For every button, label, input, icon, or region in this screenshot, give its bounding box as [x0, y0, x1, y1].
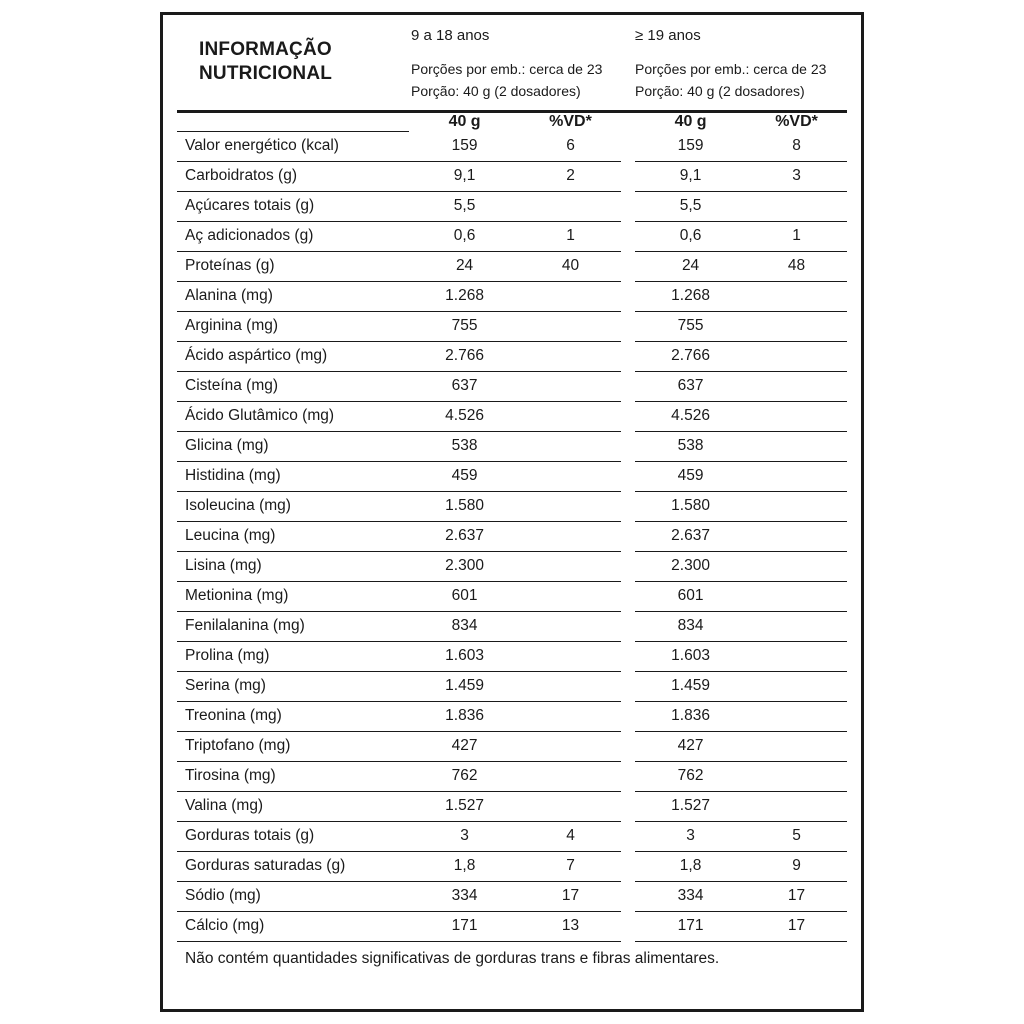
table-row — [177, 341, 847, 371]
nutrient-amount-1: 0,6 — [409, 221, 520, 251]
amount-header-2: 40 g — [674, 113, 707, 131]
nutrient-name: Ácido Glutâmico (mg) — [177, 401, 409, 431]
nutrient-vd-1 — [520, 671, 621, 701]
nutrient-vd-2 — [746, 341, 847, 371]
nutrient-name: Cálcio (mg) — [177, 911, 409, 941]
header-column-group-2 — [619, 25, 829, 102]
table-row — [177, 131, 847, 161]
nutrient-amount-1: 755 — [409, 311, 520, 341]
nutrient-vd-2: 17 — [746, 911, 847, 941]
serving-size-2: Porção: 40 g (2 dosadores) — [635, 82, 805, 99]
nutrient-vd-2 — [746, 311, 847, 341]
nutrient-vd-1 — [520, 581, 621, 611]
nutrient-amount-1: 24 — [409, 251, 520, 281]
nutrient-amount-2: 159 — [635, 131, 746, 161]
nutrient-vd-2 — [746, 731, 847, 761]
column-gap — [621, 341, 635, 371]
nutrient-amount-2: 1.527 — [635, 791, 746, 821]
nutrient-amount-1: 3 — [409, 821, 520, 851]
nutrient-amount-1: 1.603 — [409, 641, 520, 671]
nutrient-amount-1: 459 — [409, 461, 520, 491]
nutrient-amount-1: 2.637 — [409, 521, 520, 551]
nutrient-amount-1: 1.527 — [409, 791, 520, 821]
nutrient-amount-2: 4.526 — [635, 401, 746, 431]
nutrition-facts-label — [160, 12, 864, 1012]
column-gap — [621, 881, 635, 911]
nutrient-amount-1: 834 — [409, 611, 520, 641]
table-row — [177, 641, 847, 671]
column-gap — [621, 791, 635, 821]
nutrient-name: Treonina (mg) — [177, 701, 409, 731]
nutrient-amount-1: 171 — [409, 911, 520, 941]
nutrient-name: Proteínas (g) — [177, 251, 409, 281]
nutrient-vd-2 — [746, 431, 847, 461]
age-group-label-1: 9 a 18 anos — [411, 27, 490, 44]
nutrient-vd-2 — [746, 401, 847, 431]
nutrient-vd-1 — [520, 791, 621, 821]
nutrient-vd-1 — [520, 191, 621, 221]
table-row — [177, 281, 847, 311]
nutrient-amount-1: 2.300 — [409, 551, 520, 581]
nutrient-name: Tirosina (mg) — [177, 761, 409, 791]
nutrition-table — [177, 113, 847, 942]
nutrient-amount-1: 427 — [409, 731, 520, 761]
page-title: INFORMAÇÃO NUTRICIONAL — [199, 39, 333, 84]
table-row — [177, 821, 847, 851]
nutrient-amount-1: 601 — [409, 581, 520, 611]
nutrient-vd-2 — [746, 701, 847, 731]
nutrient-amount-2: 834 — [635, 611, 746, 641]
nutrient-amount-1: 1.836 — [409, 701, 520, 731]
nutrient-name: Valina (mg) — [177, 791, 409, 821]
servings-per-package-1: Porções por emb.: cerca de 23 — [411, 60, 603, 77]
column-gap — [621, 761, 635, 791]
nutrient-name: Gorduras saturadas (g) — [177, 851, 409, 881]
column-gap — [621, 611, 635, 641]
nutrient-vd-1: 6 — [520, 131, 621, 161]
column-gap — [621, 911, 635, 941]
column-gap — [621, 431, 635, 461]
table-row — [177, 611, 847, 641]
table-row — [177, 701, 847, 731]
nutrient-name: Lisina (mg) — [177, 551, 409, 581]
nutrient-amount-2: 601 — [635, 581, 746, 611]
nutrient-name: Histidina (mg) — [177, 461, 409, 491]
nutrient-name: Sódio (mg) — [177, 881, 409, 911]
nutrient-amount-2: 334 — [635, 881, 746, 911]
nutrient-vd-1 — [520, 701, 621, 731]
nutrient-vd-2 — [746, 671, 847, 701]
nutrient-amount-1: 4.526 — [409, 401, 520, 431]
table-row — [177, 671, 847, 701]
column-gap — [621, 491, 635, 521]
nutrient-vd-1 — [520, 431, 621, 461]
nutrient-amount-1: 1,8 — [409, 851, 520, 881]
nutrient-name: Valor energético (kcal) — [177, 131, 409, 161]
column-gap — [621, 371, 635, 401]
nutrient-vd-2 — [746, 551, 847, 581]
nutrient-amount-1: 334 — [409, 881, 520, 911]
table-row — [177, 161, 847, 191]
table-row — [177, 221, 847, 251]
nutrient-name: Alanina (mg) — [177, 281, 409, 311]
nutrient-amount-2: 755 — [635, 311, 746, 341]
nutrient-amount-1: 1.459 — [409, 671, 520, 701]
nutrient-vd-1 — [520, 401, 621, 431]
nutrient-vd-2 — [746, 581, 847, 611]
nutrient-vd-1 — [520, 371, 621, 401]
nutrient-amount-2: 1.603 — [635, 641, 746, 671]
nutrient-amount-2: 637 — [635, 371, 746, 401]
nutrient-amount-2: 9,1 — [635, 161, 746, 191]
table-row — [177, 521, 847, 551]
nutrient-vd-2 — [746, 641, 847, 671]
nutrient-name: Aç adicionados (g) — [177, 221, 409, 251]
column-gap — [621, 131, 635, 161]
nutrient-vd-1: 1 — [520, 221, 621, 251]
serving-size-1: Porção: 40 g (2 dosadores) — [411, 82, 581, 99]
nutrient-vd-1 — [520, 551, 621, 581]
column-gap — [621, 731, 635, 761]
nutrient-vd-1 — [520, 611, 621, 641]
nutrient-vd-2: 48 — [746, 251, 847, 281]
nutrient-vd-2 — [746, 371, 847, 401]
table-row — [177, 461, 847, 491]
footnote: Não contém quantidades significativas de gorduras trans e fibras alimentares. — [185, 949, 720, 967]
nutrient-amount-2: 1.268 — [635, 281, 746, 311]
nutrient-vd-2 — [746, 611, 847, 641]
nutrient-vd-1 — [520, 731, 621, 761]
nutrient-amount-1: 1.580 — [409, 491, 520, 521]
column-gap — [621, 311, 635, 341]
nutrient-amount-1: 538 — [409, 431, 520, 461]
column-gap — [621, 461, 635, 491]
nutrient-vd-2: 8 — [746, 131, 847, 161]
column-gap — [621, 701, 635, 731]
nutrient-amount-2: 2.637 — [635, 521, 746, 551]
nutrient-amount-2: 2.300 — [635, 551, 746, 581]
column-gap — [621, 401, 635, 431]
nutrient-amount-1: 5,5 — [409, 191, 520, 221]
nutrient-name: Carboidratos (g) — [177, 161, 409, 191]
table-row — [177, 791, 847, 821]
nutrient-vd-1 — [520, 311, 621, 341]
nutrient-name: Arginina (mg) — [177, 311, 409, 341]
nutrient-vd-1: 40 — [520, 251, 621, 281]
table-row — [177, 911, 847, 941]
table-row — [177, 581, 847, 611]
nutrient-vd-1: 7 — [520, 851, 621, 881]
column-gap — [621, 191, 635, 221]
nutrient-vd-1 — [520, 341, 621, 371]
nutrient-name: Gorduras totais (g) — [177, 821, 409, 851]
nutrient-amount-1: 762 — [409, 761, 520, 791]
nutrient-name: Serina (mg) — [177, 671, 409, 701]
nutrient-name: Isoleucina (mg) — [177, 491, 409, 521]
nutrient-amount-2: 0,6 — [635, 221, 746, 251]
nutrient-vd-2 — [746, 281, 847, 311]
column-gap — [621, 521, 635, 551]
vd-header-2: %VD* — [775, 113, 818, 131]
column-gap — [621, 551, 635, 581]
nutrient-vd-1: 2 — [520, 161, 621, 191]
nutrient-name: Metionina (mg) — [177, 581, 409, 611]
table-row — [177, 551, 847, 581]
nutrient-amount-1: 9,1 — [409, 161, 520, 191]
nutrient-vd-2 — [746, 761, 847, 791]
nutrient-amount-1: 637 — [409, 371, 520, 401]
table-row — [177, 431, 847, 461]
nutrient-amount-2: 2.766 — [635, 341, 746, 371]
nutrient-name: Ácido aspártico (mg) — [177, 341, 409, 371]
nutrient-vd-1: 13 — [520, 911, 621, 941]
nutrient-vd-2 — [746, 791, 847, 821]
nutrient-vd-2: 17 — [746, 881, 847, 911]
nutrient-amount-2: 171 — [635, 911, 746, 941]
table-row — [177, 881, 847, 911]
nutrient-name: Cisteína (mg) — [177, 371, 409, 401]
nutrient-vd-1 — [520, 281, 621, 311]
column-gap — [621, 161, 635, 191]
nutrient-amount-2: 538 — [635, 431, 746, 461]
table-row — [177, 371, 847, 401]
nutrient-amount-1: 1.268 — [409, 281, 520, 311]
nutrient-vd-1 — [520, 641, 621, 671]
nutrient-amount-2: 1,8 — [635, 851, 746, 881]
nutrient-amount-2: 5,5 — [635, 191, 746, 221]
nutrient-amount-2: 427 — [635, 731, 746, 761]
nutrient-name: Prolina (mg) — [177, 641, 409, 671]
nutrient-name: Triptofano (mg) — [177, 731, 409, 761]
nutrient-amount-1: 159 — [409, 131, 520, 161]
nutrient-vd-1 — [520, 761, 621, 791]
column-gap — [621, 641, 635, 671]
column-gap — [621, 671, 635, 701]
table-row — [177, 851, 847, 881]
table-row — [177, 761, 847, 791]
nutrient-amount-2: 762 — [635, 761, 746, 791]
column-gap — [621, 821, 635, 851]
label-header — [177, 25, 847, 108]
table-row — [177, 401, 847, 431]
nutrient-amount-2: 459 — [635, 461, 746, 491]
nutrient-vd-1: 17 — [520, 881, 621, 911]
table-row — [177, 311, 847, 341]
table-row — [177, 491, 847, 521]
nutrient-name: Glicina (mg) — [177, 431, 409, 461]
nutrient-vd-2 — [746, 191, 847, 221]
table-row — [177, 191, 847, 221]
nutrient-vd-1: 4 — [520, 821, 621, 851]
nutrient-name: Açúcares totais (g) — [177, 191, 409, 221]
nutrient-vd-2: 5 — [746, 821, 847, 851]
nutrient-vd-1 — [520, 491, 621, 521]
nutrient-amount-2: 1.580 — [635, 491, 746, 521]
table-row — [177, 251, 847, 281]
vd-header-1: %VD* — [549, 113, 592, 131]
column-gap — [621, 581, 635, 611]
table-header-row — [177, 113, 847, 131]
nutrient-amount-2: 3 — [635, 821, 746, 851]
nutrient-amount-2: 24 — [635, 251, 746, 281]
servings-per-package-2: Porções por emb.: cerca de 23 — [635, 60, 827, 77]
column-gap — [621, 851, 635, 881]
nutrient-amount-1: 2.766 — [409, 341, 520, 371]
nutrient-vd-1 — [520, 521, 621, 551]
table-row — [177, 731, 847, 761]
nutrient-amount-2: 1.459 — [635, 671, 746, 701]
column-gap — [621, 113, 635, 131]
age-group-label-2: ≥ 19 anos — [635, 27, 701, 44]
column-gap — [621, 281, 635, 311]
nutrient-vd-2: 3 — [746, 161, 847, 191]
nutrient-vd-2 — [746, 461, 847, 491]
amount-header-1: 40 g — [448, 113, 481, 131]
nutrient-vd-2 — [746, 491, 847, 521]
header-column-group-1 — [405, 25, 619, 102]
nutrient-amount-2: 1.836 — [635, 701, 746, 731]
nutrient-vd-2 — [746, 521, 847, 551]
nutrient-vd-2: 9 — [746, 851, 847, 881]
nutrient-vd-2: 1 — [746, 221, 847, 251]
nutrient-column-header — [177, 113, 409, 131]
nutrient-name: Leucina (mg) — [177, 521, 409, 551]
nutrient-name: Fenilalanina (mg) — [177, 611, 409, 641]
nutrient-vd-1 — [520, 461, 621, 491]
column-gap — [621, 221, 635, 251]
column-gap — [621, 251, 635, 281]
nutrition-table-body — [177, 131, 847, 941]
